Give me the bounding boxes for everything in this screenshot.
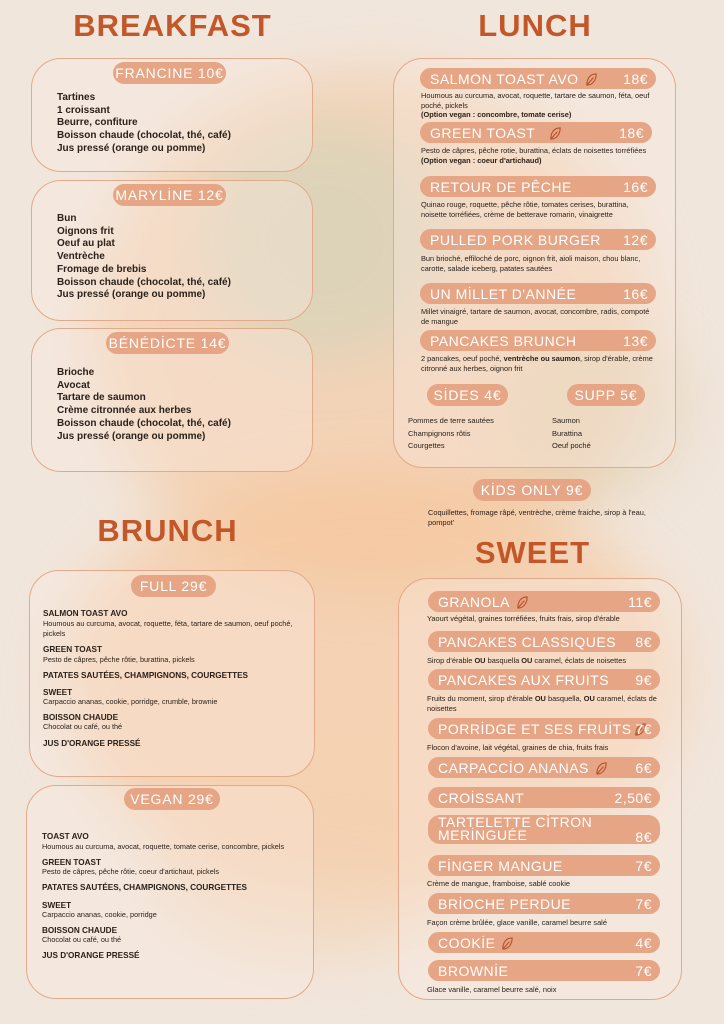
vegan-jus-title: JUS D'ORANGE PRESSÉ [42,951,140,960]
list-item: Jus pressé (orange ou pomme) [57,430,206,442]
cookie-name: COOKİE [438,935,496,951]
brownie-name: BROWNİE [438,963,509,979]
granola-price: 11€ [628,594,652,610]
benedicte-title: BÉNÉDİCTE 14€ [106,332,229,354]
full-green-title: GREEN TOAST [43,645,102,654]
pancakes-fruits-pill [428,669,660,690]
finger-price: 7€ [635,858,652,874]
sides-title: SİDES 4€ [427,384,508,406]
vegan-leaf-icon [549,126,562,141]
tartelette-pill [428,815,660,844]
finger-name: FİNGER MANGUE [438,858,563,874]
millet-pill [420,283,656,304]
list-item: 1 croissant [57,104,110,116]
full-green-desc: Pesto de câpres, pêche rôtie, burattina, pickels [43,655,195,664]
full-boisson-title: BOISSON CHAUDE [43,713,119,722]
list-item: Burattina [552,428,583,438]
pancakes-brunch-name: PANCAKES BRUNCH [430,333,577,349]
pancakes-fruits-name: PANCAKES AUX FRUITS [438,672,610,688]
list-item: Tartines [57,92,96,103]
green-toast-pill [420,122,652,143]
list-item: Jus pressé (orange ou pomme) [57,289,206,301]
croissant-pill [428,787,660,808]
carpaccio-price: 6€ [635,760,652,776]
carpaccio-pill [428,757,660,778]
granola-desc: Yaourt végétal, graines torréfiées, fruits frais, sirop d'érable [427,614,620,623]
brownie-desc: Glace vanille, caramel beurre salé, noix [427,985,557,994]
list-item: Ventrèche [57,251,105,263]
vegan-patates-title: PATATES SAUTÉES, CHAMPIGNONS, COURGETTES [42,883,247,892]
vegan-card [26,785,314,999]
porridge-pill [428,718,660,739]
list-item: Tartare de saumon [57,392,146,404]
croissant-price: 2,50€ [614,790,652,806]
full-title: FULL 29€ [131,575,216,597]
maryline-title: MARYLİNE 12€ [113,184,226,206]
brioche-desc: Façon crème brûlée, glace vanille, caramel beurre salé [427,918,607,927]
brunch-title: BRUNCH [97,513,238,548]
porridge-desc: Flocon d'avoine, lait végétal, graines de chia, fruits frais [427,743,609,752]
francine-items [57,92,231,156]
pancakes-brunch-pill [420,330,656,351]
retour-peche-price: 16€ [623,179,648,195]
brioche-pill [428,893,660,914]
list-item: Courgettes [408,441,445,450]
carpaccio-name: CARPACCİO ANANAS [438,760,589,776]
sweet-title: SWEET [474,535,591,570]
kids-desc: Coquillettes, fromage râpé, ventrèche, crème fraiche, sirop à l'eau, pompot' [428,508,646,527]
salmon-toast-price: 18€ [623,71,648,87]
pancakes-brunch-price: 13€ [623,333,648,349]
full-jus-title: JUS D'ORANGE PRESSÉ [43,739,141,748]
pancakes-brunch-desc: 2 pancakes, oeuf poché, ventrèche ou saumon, sirop d'érable, crème citronné aux herbes, oignon frit [421,354,653,373]
full-salmon-desc: Houmous au curcuma, avocat, roquette, féta, tartare de saumon, oeuf poché, pickels [43,619,293,638]
list-item: Champignons rôtis [408,428,471,438]
vegan-toast-desc: Houmous au curcuma, avocat, roquette, tomate cerise, concombre, pickels [42,842,285,851]
list-item: Jus pressé (orange ou pomme) [57,142,206,154]
breakfast-title: BREAKFAST [73,8,272,43]
list-item: Oignons frit [57,225,114,237]
list-item: Boisson chaude (chocolat, thé, café) [57,130,231,142]
lunch-title: LUNCH [478,8,592,43]
supp-list [552,415,591,453]
francine-title: FRANCINE 10€ [113,62,226,84]
vegan-boisson-title: BOISSON CHAUDE [42,926,118,935]
brioche-price: 7€ [635,896,652,912]
vegan-leaf-icon [595,761,608,776]
pancakes-classiques-desc: Sirop d'érable OU basquella OU caramel, éclats de noisettes [427,656,627,665]
full-sweet-title: SWEET [43,688,73,697]
full-patates-title: PATATES SAUTÉES, CHAMPIGNONS, COURGETTES [43,671,248,680]
list-item: Boisson chaude (chocolat, thé, café) [57,417,231,429]
finger-desc: Crème de mangue, framboise, sablé cookie [427,879,570,888]
pancakes-classiques-pill [428,631,660,652]
salmon-toast-name: SALMON TOAST AVO [430,71,579,87]
pancakes-fruits-desc: Fruits du moment, sirop d'érable OU basquella, OU caramel, éclats de noisettes [427,694,657,713]
brownie-price: 7€ [635,963,652,979]
granola-pill [428,591,660,612]
pancakes-fruits-price: 9€ [635,672,652,688]
green-toast-name: GREEN TOAST [430,125,536,141]
vegan-sweet-desc: Carpaccio ananas, cookie, porridge [42,910,157,919]
pulled-pork-pill [420,229,656,250]
list-item: Beurre, confiture [57,117,138,129]
list-item: Oeuf poché [552,441,591,450]
granola-name: GRANOLA [438,594,510,610]
vegan-title: VEGAN 29€ [124,788,220,810]
salmon-toast-desc: Houmous au curcuma, avocat, roquette, tartare de saumon, féta, oeuf poché, pickels (Option vegan : concombre, tomate cerise) [421,91,650,120]
pancakes-classiques-name: PANCAKES CLASSIQUES [438,634,617,650]
retour-peche-name: RETOUR DE PÊCHE [430,179,572,195]
list-item: Avocat [57,379,90,391]
porridge-name: PORRİDGE ET SES FRUİTS [438,721,632,737]
kids-title: KİDS ONLY 9€ [473,479,591,501]
brioche-name: BRİOCHE PERDUE [438,896,572,912]
list-item: Saumon [552,416,580,425]
retour-peche-pill [420,176,656,197]
list-item: Bun [57,213,77,224]
finger-pill [428,855,660,876]
list-item: Pommes de terre sautées [408,416,494,425]
millet-name: UN MİLLET D'ANNÉE [430,286,577,302]
full-salmon-title: SALMON TOAST AVO [43,609,128,618]
pulled-pork-name: PULLED PORK BURGER [430,232,601,248]
brownie-pill [428,960,660,981]
pancakes-classiques-price: 8€ [635,634,652,650]
vegan-leaf-icon [585,72,598,87]
vegan-green-title: GREEN TOAST [42,858,101,867]
list-item: Oeuf au plat [57,238,115,250]
list-item: Crème citronnée aux herbes [57,405,192,417]
full-sweet-desc: Carpaccio ananas, cookie, porridge, crumble, brownie [43,697,218,706]
vegan-toast-title: TOAST AVO [42,832,89,841]
green-toast-desc: Pesto de câpres, pêche rotie, burattina, éclats de noisettes torréfiées (Option vegan : coeur d'artichaud) [421,146,647,165]
sides-list [408,415,494,453]
pulled-pork-price: 12€ [623,232,648,248]
list-item: Fromage de brebis [57,263,147,275]
maryline-items [57,213,231,302]
vegan-green-desc: Pesto de câpres, pêche rôtie, coeur d'artichaut, pickels [42,867,220,876]
cookie-pill [428,932,660,953]
vegan-boisson-desc: Chocolat ou café, ou thé [42,935,122,944]
pulled-pork-desc: Bun brioché, effiloché de porc, oignon frit, aioli maison, chou blanc, carotte, salade iceberg, patates sautées [421,254,641,273]
millet-desc: Millet vinaigré, tartare de saumon, avocat, concombre, radis, compoté de mangue [421,307,650,326]
full-boisson-desc: Chocolat ou café, ou thé [43,722,123,731]
salmon-toast-pill [420,68,656,89]
vegan-leaf-icon [501,936,514,951]
tartelette-price: 8€ [635,829,652,845]
cookie-price: 4€ [635,935,652,951]
list-item: Brioche [57,367,95,378]
tartelette-name: TARTELETTE CİTRON MERİNGUÉE [438,814,593,843]
green-toast-price: 18€ [619,125,644,141]
vegan-sweet-title: SWEET [42,901,72,910]
retour-peche-desc: Quinao rouge, roquette, pêche rôtie, tomates cerises, burattina, noisette torréfiées, crème de betterave romarin, vinaigrette [421,200,629,219]
list-item: Boisson chaude (chocolat, thé, café) [57,276,231,288]
benedicte-items [57,367,231,443]
croissant-name: CROİSSANT [438,790,525,806]
millet-price: 16€ [623,286,648,302]
vegan-leaf-icon [516,595,529,610]
porridge-price: 7€ [635,721,652,737]
supp-title: SUPP 5€ [567,384,645,406]
